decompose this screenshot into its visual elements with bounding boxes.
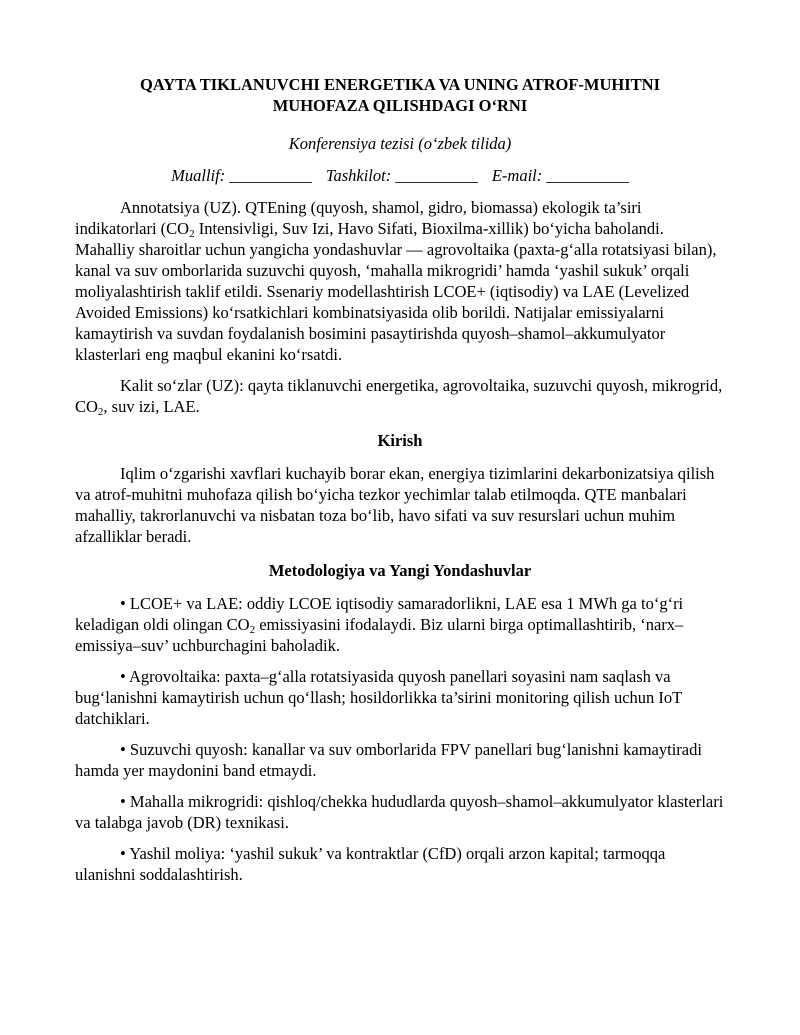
intro-paragraph: Iqlim o‘zgarishi xavflari kuchayib borar ekan, energiya tizimlarini dekarbonizatsiya qilish va atrof-muhitni muhofaza qilish bo‘yicha tezkor yechimlar talab etilmoqda. QTE manbalari mahalliy, takrorlanuvchi va nisbatan toza bo‘lib, havo sifati va suv resurslari uchun muhim afzalliklar beradi. [75, 464, 715, 546]
document-page [75, 75, 725, 895]
intro-heading: Kirish [377, 431, 423, 450]
keywords-paragraph [75, 375, 725, 417]
keywords-text-1: Kalit so‘zlar (UZ): qayta tiklanuvchi energetika, agrovoltaika, suzuvchi quyosh, mikrogrid, CO [75, 376, 723, 416]
organization-field: Tashkilot: __________ [325, 166, 478, 185]
author-line [75, 165, 725, 186]
methods-bullet-microgrid: • Mahalla mikrogridi: qishloq/chekka hududlarda quyosh–shamol–akkumulyator klasterlari va talabga javob (DR) texnikasi. [75, 792, 724, 832]
bullet1-text-1: • LCOE+ va LAE: oddiy LCOE iqtisodiy samaradorlikni, LAE esa 1 MWh ga to‘g‘ri keladigan oldi olingan CO [75, 594, 684, 634]
methods-bullet-floating-solar: • Suzuvchi quyosh: kanallar va suv omborlarida FPV panellari bug‘lanishni kamaytiradi hamda yer maydonini band etmaydi. [75, 740, 702, 780]
document-title [75, 75, 725, 116]
methods-bullet-lcoe [75, 593, 725, 656]
methods-bullet-agrovoltaics: • Agrovoltaika: paxta–g‘alla rotatsiyasida quyosh panellari soyasini nam saqlash va bug‘lanishni kamaytirish uchun qo‘llash; hosildorlikka ta’sirini monitoring qilish uchun IoT datchiklari. [75, 667, 682, 728]
abstract-subscript: 2 [189, 228, 195, 240]
keywords-subscript: 2 [97, 406, 104, 418]
email-field: E-mail: __________ [491, 166, 629, 185]
methods-bullet-green-finance: • Yashil moliya: ‘yashil sukuk’ va kontraktlar (CfD) orqali arzon kapital; tarmoqqa ulanishni soddalashtirish. [75, 844, 666, 884]
keywords-text-2: , suv izi, LAE. [103, 397, 200, 416]
methods-heading: Metodologiya va Yangi Yondashuvlar [268, 561, 532, 580]
abstract-text-2: Intensivligi, Suv Izi, Havo Sifati, Bioxilma-xillik) bo‘yicha baholandi. Mahalliy sharoitlar uchun yangicha yondashuvlar — agrovoltaika (paxta-g‘alla rotatsiyasi bilan), kanal va suv omborlarida suzuvchi quyosh, ‘mahalla mikrogridi’ hamda ‘yashil sukuk’ orqali moliyalashtirish taklif etildi. Ssenariy modellashtirish LCOE+ (iqtisodiy) va LAE (Levelized Avoided Emissions) ko‘rsatkichlari kombinatsiyasida olib borildi. Natijalar emissiyalarni kamaytirish va suvdan foydalanish bosimini pasaytirishda quyosh–shamol–akkumulyator klasterlari eng maqbul ekanini ko‘rsatdi. [75, 219, 717, 364]
bullet1-text-2: emissiyasini ifodalaydi. Biz ularni birga optimallashtirib, ‘narx–emissiya–suv’ uchburchagini baholadik. [75, 615, 684, 655]
title-line-1: QAYTA TIKLANUVCHI ENERGETIKA VA UNING ATROF-MUHITNI [139, 75, 660, 94]
abstract-paragraph [75, 197, 725, 365]
author-field: Muallif: __________ [171, 166, 312, 185]
bullet1-subscript: 2 [249, 624, 256, 636]
abstract-text-1: Annotatsiya (UZ). QTEning (quyosh, shamol, gidro, biomassa) ekologik ta’siri indikatorlari (CO [75, 198, 642, 238]
title-line-2: MUHOFAZA QILISHDAGI O‘RNI [272, 95, 528, 115]
document-subtitle: Konferensiya tezisi (o‘zbek tilida) [288, 134, 512, 153]
